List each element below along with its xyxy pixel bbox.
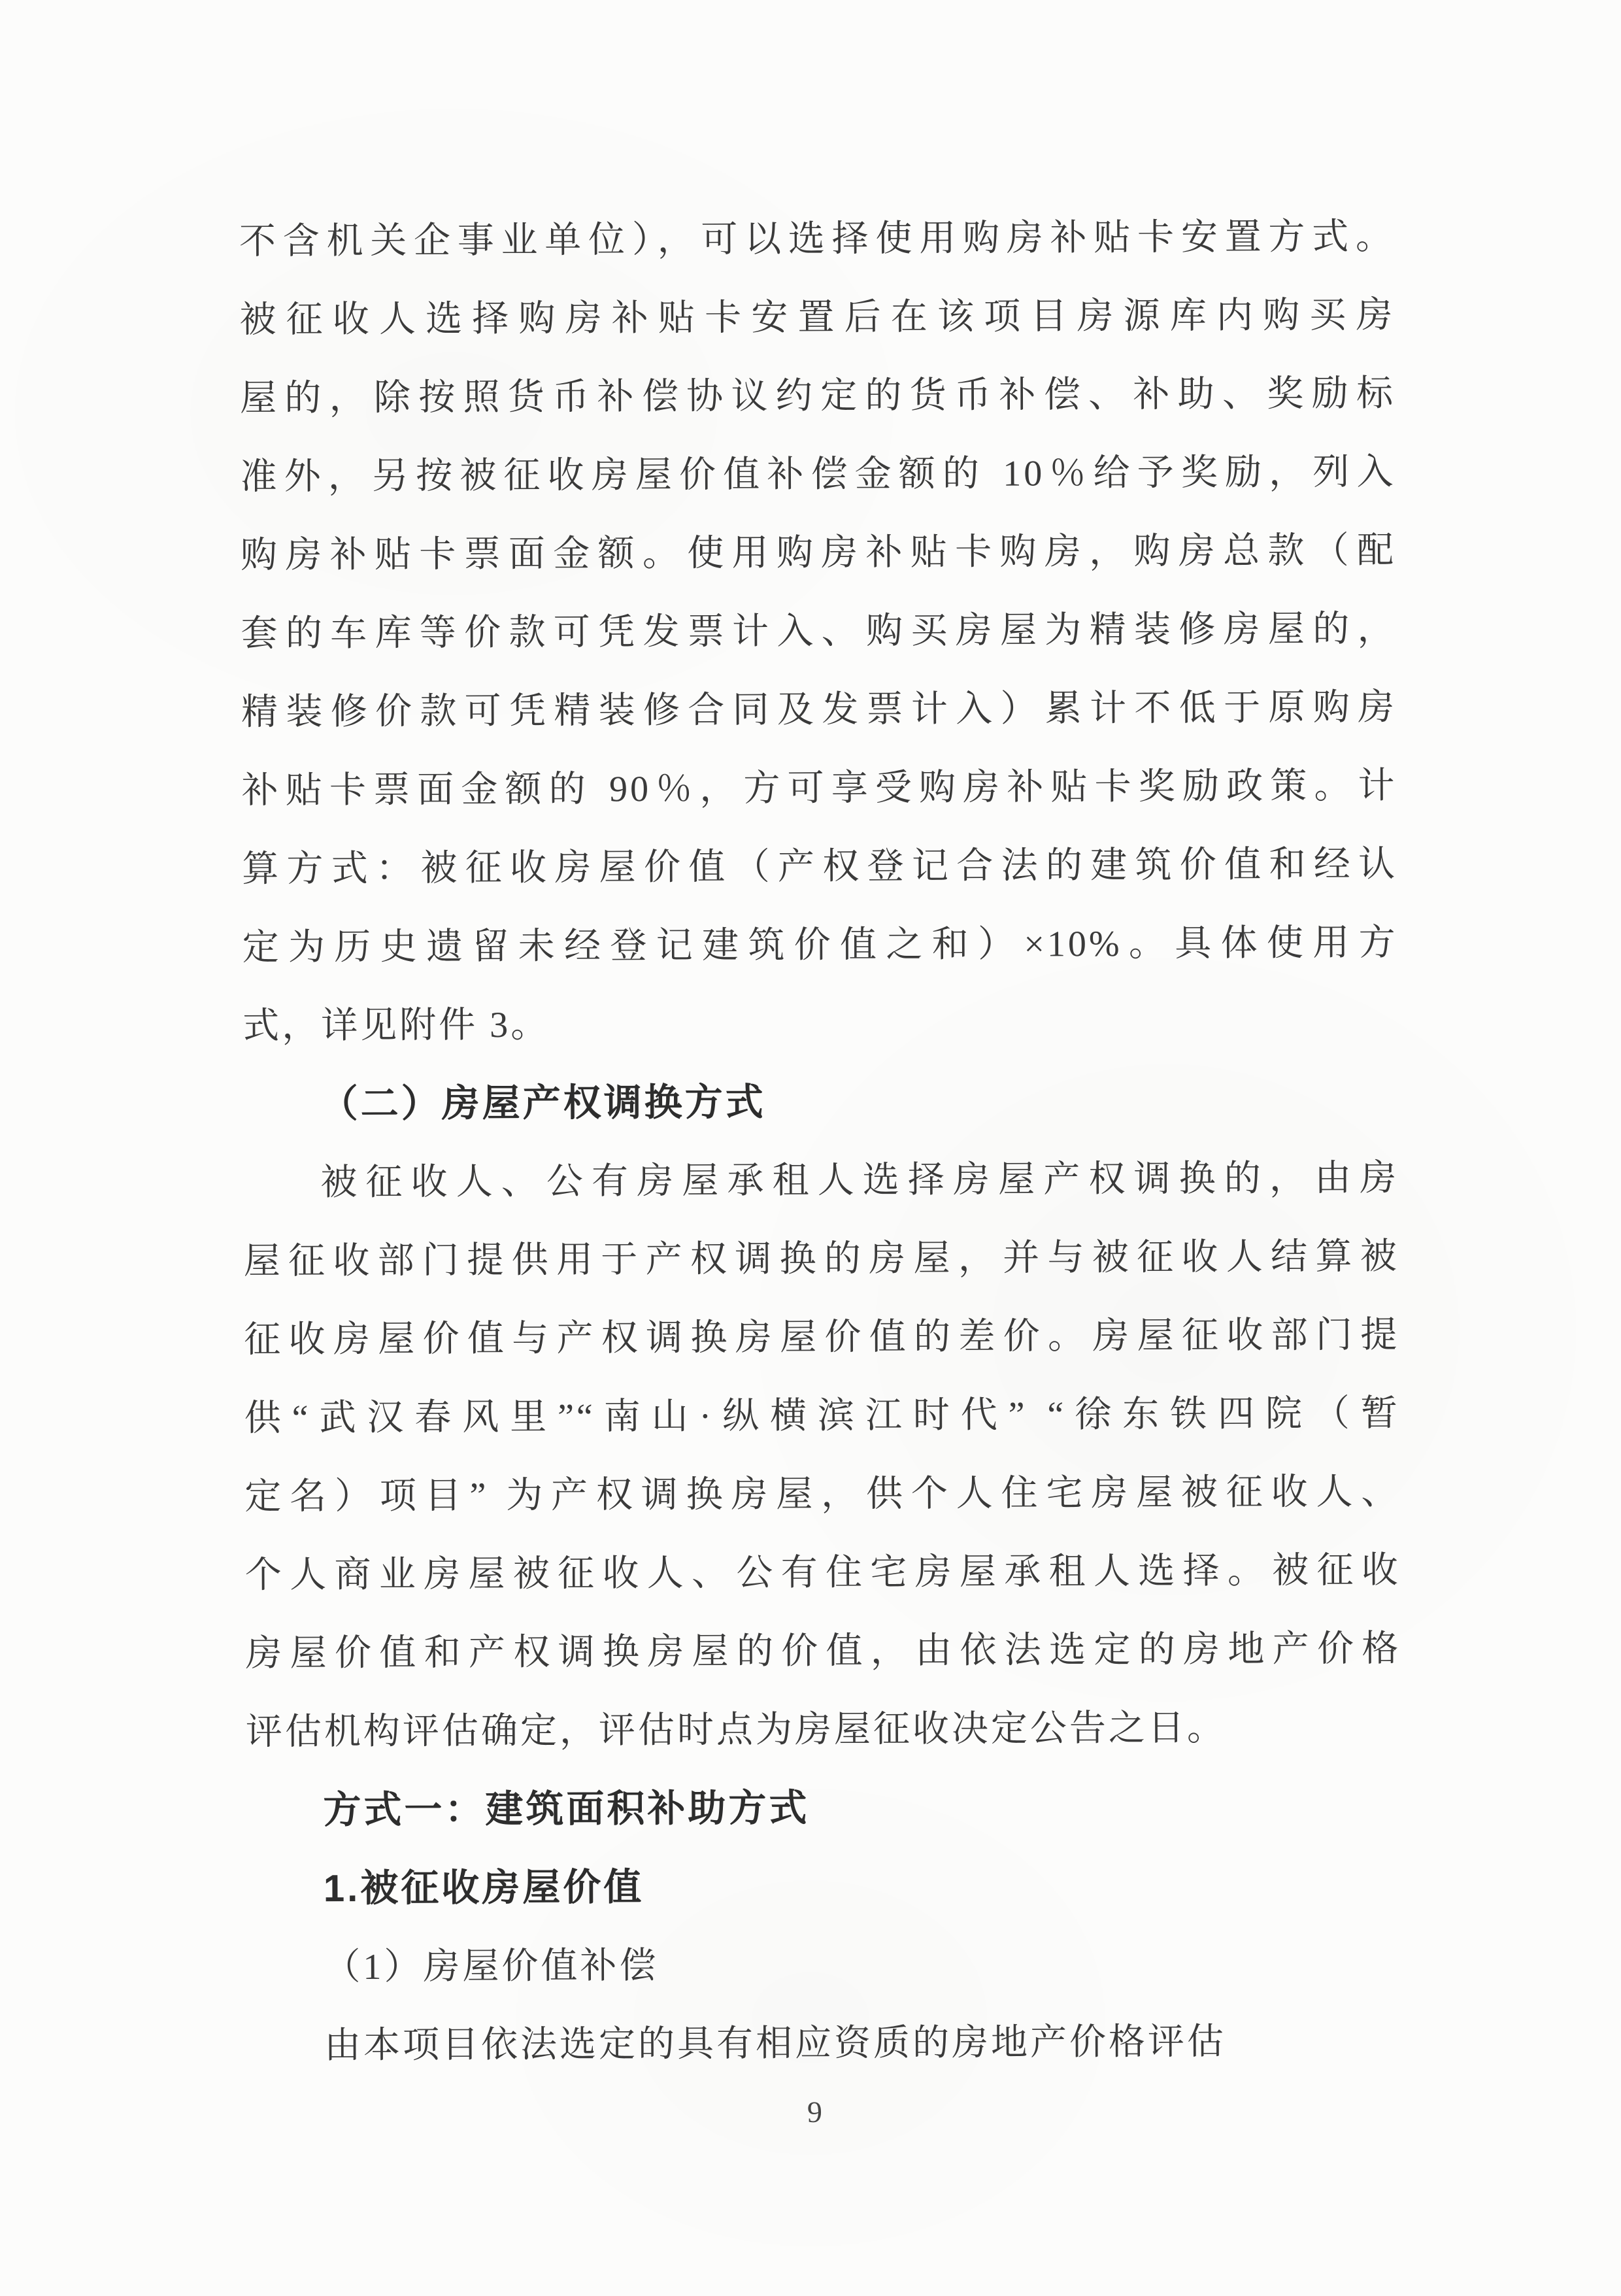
sub-heading: 1.被征收房屋价值 <box>323 1866 644 1910</box>
text-line: 屋的，除按照货币补偿协议约定的货币补偿、补助、奖励标 <box>239 373 1396 419</box>
method-heading: 方式一：建筑面积补助方式 <box>323 1787 810 1832</box>
text-line: 定名）项目” 为产权调换房屋，供个人住宅房屋被征收人、 <box>244 1472 1401 1517</box>
text-line: 征收房屋价值与产权调换房屋价值的差价。房屋征收部门提 <box>244 1315 1400 1360</box>
document-body <box>239 197 1403 2085</box>
text-line: 个人商业房屋被征收人、公有住宅房屋承租人选择。被征收 <box>244 1550 1401 1596</box>
item-heading: （1）房屋价值补偿 <box>324 1946 659 1988</box>
section-heading: （二）房屋产权调换方式 <box>320 1081 766 1126</box>
text-line: 定为历史遗留未经登记建筑价值之和）×10%。具体使用方 <box>242 922 1398 968</box>
text-line: 被征收人选择购房补贴卡安置后在该项目房源库内购买房 <box>239 295 1395 341</box>
text-line: 由本项目依法选定的具有相应资质的房地产价格评估 <box>324 2021 1227 2067</box>
text-line: 不含机关企事业单位），可以选择使用购房补贴卡安置方式。 <box>239 216 1395 262</box>
text-line: 准外，另按被征收房屋价值补偿金额的 10％给予奖励，列入 <box>240 452 1396 498</box>
text-line: 被征收人、公有房屋承租人选择房屋产权调换的，由房 <box>320 1158 1399 1204</box>
page-number: 9 <box>807 2095 823 2129</box>
text-line: 补贴卡票面金额的 90％，方可享受购房补贴卡奖励政策。计 <box>241 766 1397 811</box>
text-line: 房屋价值和产权调换房屋的价值，由依法选定的房地产价格 <box>245 1629 1401 1674</box>
text-line: 算方式：被征收房屋价值（产权登记合法的建筑价值和经认 <box>242 844 1398 890</box>
text-line: 购房补贴卡票面金额。使用购房补贴卡购房，购房总款（配 <box>240 530 1397 576</box>
text-line: 式，详见附件 3。 <box>242 1004 550 1047</box>
text-line: 屋征收部门提供用于产权调换的房屋，并与被征收人结算被 <box>243 1236 1399 1282</box>
text-line: 供“武汉春风里”“南山·纵横滨江时代” “徐东铁四院（暂 <box>244 1393 1400 1439</box>
text-line: 精装修价款可凭精装修合同及发票计入）累计不低于原购房 <box>241 687 1397 733</box>
text-line: 评估机构评估确定，评估时点为房屋征收决定公告之日。 <box>245 1708 1227 1753</box>
text-line: 套的车库等价款可凭发票计入、购买房屋为精装修房屋的， <box>241 609 1397 654</box>
